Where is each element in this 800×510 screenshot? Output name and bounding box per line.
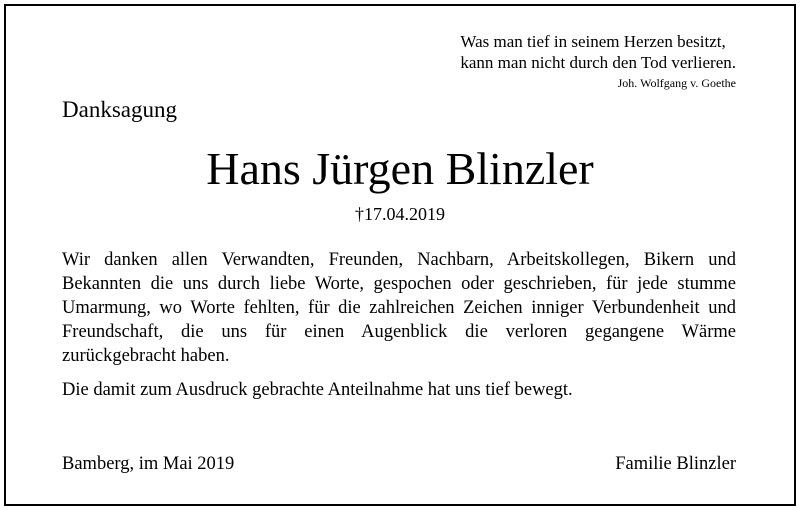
place-date: Bamberg, im Mai 2019 xyxy=(62,454,235,474)
heading: Danksagung xyxy=(62,97,177,122)
obituary-notice xyxy=(4,4,796,506)
closing-text: Die damit zum Ausdruck gebrachte Anteilnahme hat uns tief bewegt. xyxy=(62,380,573,400)
quote xyxy=(460,31,736,73)
quote-author: Joh. Wolfgang v. Goethe xyxy=(617,76,736,90)
deceased-name: Hans Jürgen Blinzler xyxy=(206,143,594,194)
death-date: †17.04.2019 xyxy=(355,204,445,224)
signature: Familie Blinzler xyxy=(615,454,736,474)
quote-line: Was man tief in seinem Herzen besitzt, xyxy=(460,32,726,51)
body-text: Wir danken allen Verwandten, Freunden, Nachbarn, Arbeitskollegen, Bikern und Bekannten die uns durch liebe Worte, gespochen oder geschrieben, für jede stumme Umarmung, wo Worte fehlten, für die zahlreichen Zeichen inniger Verbundenheit und Freundschaft, die uns für einen Augenblick die verloren gegangene Wärme zurückgebracht haben. xyxy=(62,250,736,366)
quote-line: kann man nicht durch den Tod verlieren. xyxy=(460,53,736,72)
